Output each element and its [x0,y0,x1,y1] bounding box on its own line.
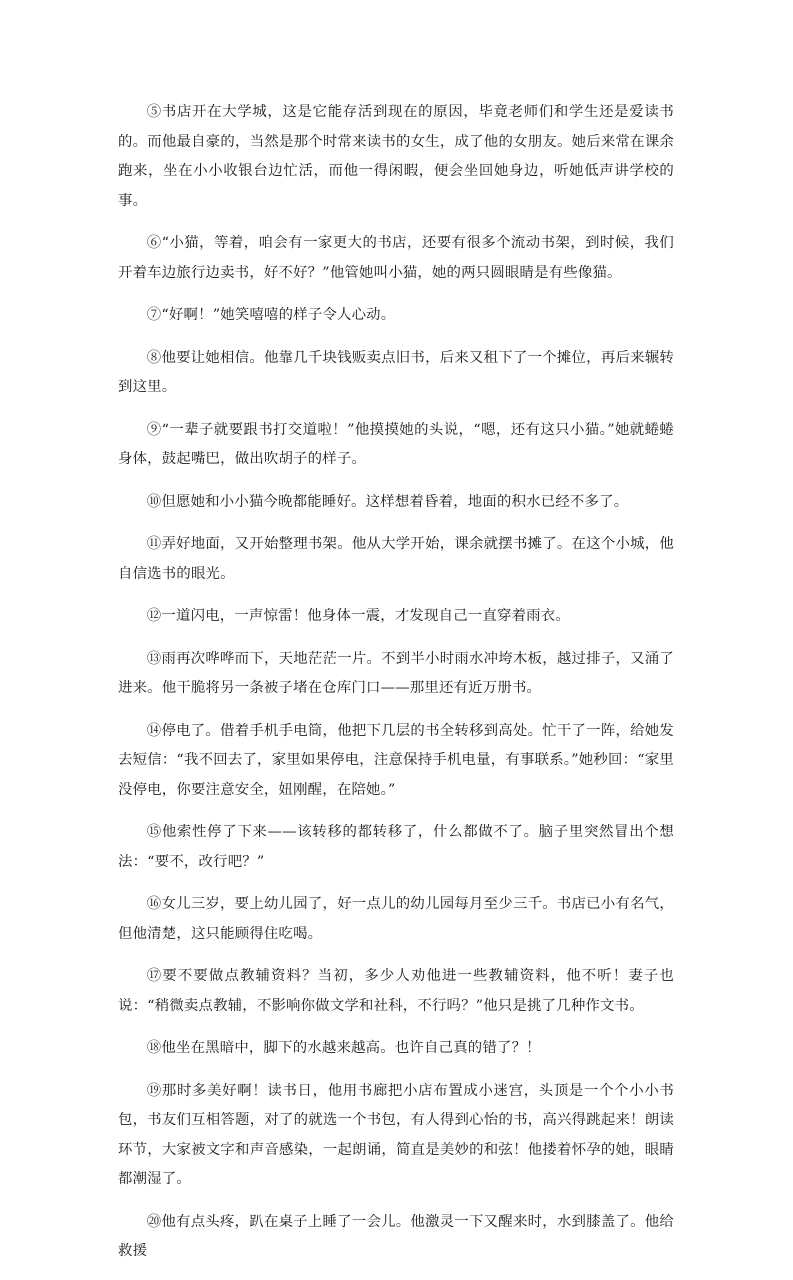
paragraph-5: ⑤书店开在大学城，这是它能存活到现在的原因，毕竟老师们和学生还是爱读书的。而他最自豪的，当然是那个时常来读书的女生，成了他的女朋友。她后来常在课余跑来，坐在小小收银台边忙活，而他一得闲暇，便会坐回她身边，听她低声讲学校的事。 [118,104,674,209]
paragraph-8: ⑧他要让她相信。他靠几千块钱贩卖点旧书，后来又租下了一个摊位，再后来辗转到这里。 [118,349,674,395]
paragraph-13: ⑬雨再次哗哗而下，天地茫茫一片。不到半小时雨水冲垮木板，越过排子，又涌了进来。他干脆将另一条被子堵在仓库门口——那里还有近万册书。 [118,650,674,696]
document-body [118,98,674,1280]
paragraph-19: ⑲那时多美好啊！读书日，他用书廊把小店布置成小迷宫，头顶是一个个小小书包，书友们互相答题，对了的就选一个书包，有人得到心怡的书，高兴得跳起来！朗读环节，大家被文字和声音感染，一起朗诵，简直是美妙的和弦！他搂着怀孕的她，眼睛都潮湿了。 [118,1082,674,1187]
paragraph-18: ⑱他坐在黑暗中，脚下的水越来越高。也许自己真的错了？！ [146,1040,541,1056]
paragraph-7: ⑦“好啊！”她笑嘻嘻的样子令人心动。 [146,307,396,323]
paragraph-6: ⑥“小猫，等着，咱会有一家更大的书店，还要有很多个流动书架，到时候，我们开着车边旅行边卖书，好不好？”他管她叫小猫，她的两只圆眼睛是有些像猫。 [118,235,674,281]
paragraph-11: ⑪弄好地面，又开始整理书架。他从大学开始，课余就摆书摊了。在这个小城，他自信选书的眼光。 [118,536,674,582]
paragraph-16: ⑯女儿三岁，要上幼儿园了，好一点儿的幼儿园每月至少三千。书店已小有名气，但他清楚，这只能顾得住吃喝。 [118,896,674,942]
paragraph-20: ⑳他有点头疼，趴在桌子上睡了一会儿。他激灵一下又醒来时，水到膝盖了。他给救援 [118,1213,674,1259]
paragraph-14: ⑭停电了。借着手机手电筒，他把下几层的书全转移到高处。忙干了一阵，给她发去短信：“我不回去了，家里如果停电，注意保持手机电量，有事联系。”她秒回：“家里没停电，你要注意安全，妞刚醒，在陪她。” [118,722,674,798]
paragraph-12: ⑫一道闪电，一声惊雷！他身体一震，才发现自己一直穿着雨衣。 [146,608,570,624]
paragraph-15: ⑮他索性停了下来——该转移的都转移了，什么都做不了。脑子里突然冒出个想法：“要不，改行吧？” [118,824,674,870]
paragraph-10: ⑩但愿她和小小猫今晚都能睡好。这样想着昏着，地面的积水已经不多了。 [146,493,629,510]
paragraph-9: ⑨“一辈子就要跟书打交道啦！”他摸摸她的头说，“嗯，还有这只小猫。”她就蜷蜷身体，鼓起嘴巴，做出吹胡子的样子。 [118,421,674,467]
paragraph-17: ⑰要不要做点教辅资料？当初，多少人劝他进一些教辅资料，他不听！妻子也说：“稍微卖点教辅，不影响你做文学和社科，不行吗？”他只是挑了几种作文书。 [118,968,674,1014]
